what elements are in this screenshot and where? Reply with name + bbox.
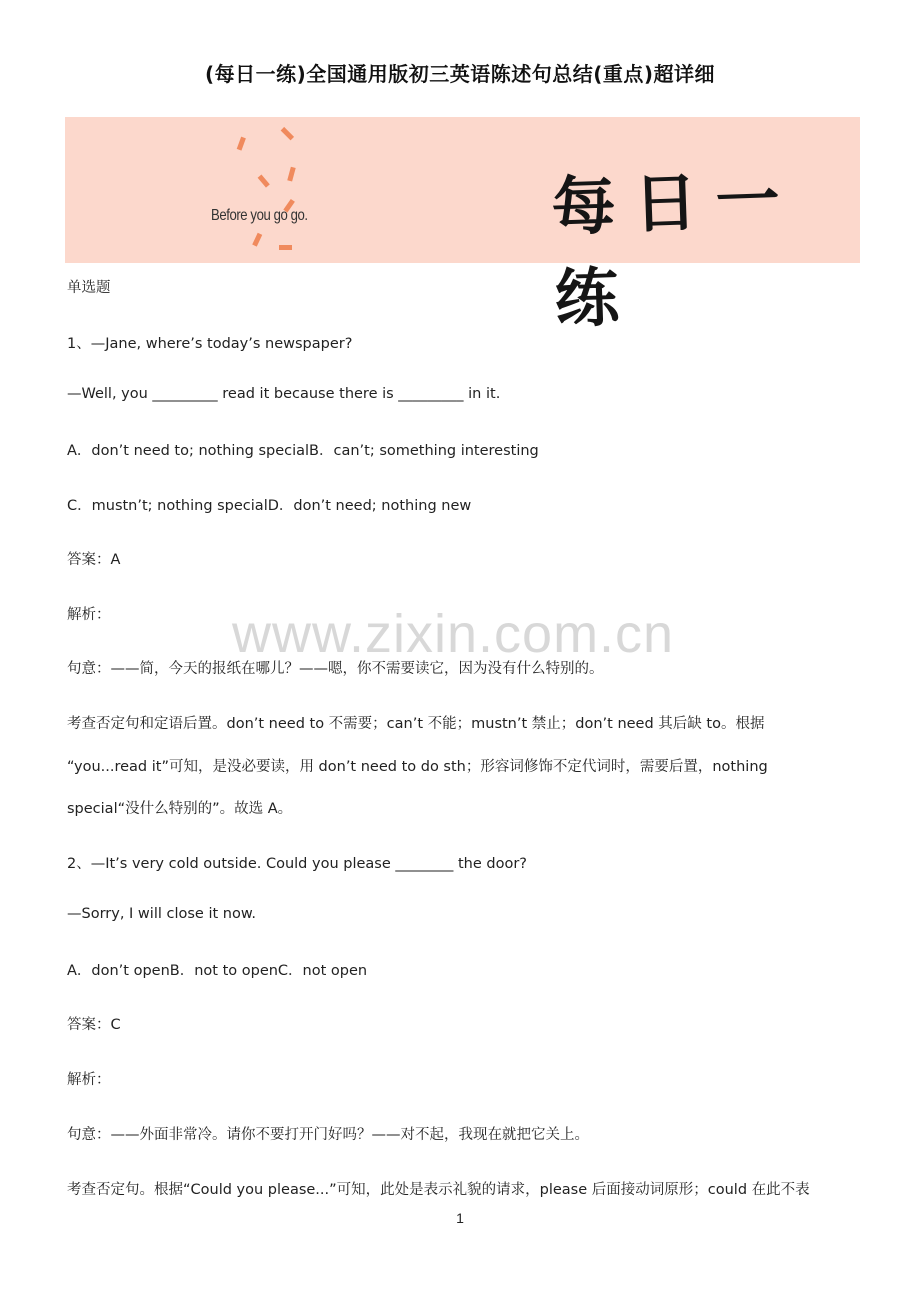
question-2-stem-line-1: 2、—It’s very cold outside. Could you please ________ the door? bbox=[67, 856, 527, 872]
question-1-stem-line-1: 1、—Jane, where’s today’s newspaper? bbox=[67, 336, 353, 352]
question-2-options-line-1: A．don’t openB．not to openC．not open bbox=[67, 963, 368, 979]
question-1-explanation-line-3: special“没什么特别的”。故选 A。 bbox=[67, 801, 293, 817]
question-1-explanation-line-2: “you...read it”可知，是没必要读，用 don’t need to do sth；形容词修饰不定代词时，需要后置，nothing bbox=[67, 759, 768, 775]
banner-heading: 每日一练 bbox=[550, 162, 799, 338]
question-2-stem-line-2: —Sorry, I will close it now. bbox=[67, 906, 256, 922]
question-1-answer: 答案：A bbox=[67, 552, 121, 568]
section-label: 单选题 bbox=[67, 280, 111, 296]
question-1-analysis-label: 解析： bbox=[67, 607, 111, 623]
question-2-explanation-line-1: 考查否定句。根据“Could you please...”可知，此处是表示礼貌的请求，please 后面接动词原形；could 在此不表 bbox=[67, 1182, 810, 1198]
page-number: 1 bbox=[456, 1210, 464, 1226]
question-1-explanation-line-1: 考查否定句和定语后置。don’t need to 不需要；can’t 不能；mustn’t 禁止；don’t need 其后缺 to。根据 bbox=[67, 716, 765, 732]
question-1-stem-line-2: —Well, you _________ read it because there is _________ in it. bbox=[67, 386, 501, 402]
banner-caption: Before you go go. bbox=[211, 207, 308, 224]
question-2-answer: 答案：C bbox=[67, 1017, 121, 1033]
question-1-options-line-1: A．don’t need to; nothing specialB．can’t; something interesting bbox=[67, 443, 539, 459]
question-1-options-line-2: C．mustn’t; nothing specialD．don’t need; nothing new bbox=[67, 498, 472, 514]
question-2-analysis-label: 解析： bbox=[67, 1072, 111, 1088]
watermark: www.zixin.com.cn bbox=[232, 604, 675, 664]
page-title: (每日一练)全国通用版初三英语陈述句总结(重点)超详细 bbox=[204, 62, 716, 86]
question-2-meaning: 句意：——外面非常冷。请你不要打开门好吗？——对不起，我现在就把它关上。 bbox=[67, 1127, 589, 1143]
question-1-meaning: 句意：——简，今天的报纸在哪儿？——嗯，你不需要读它，因为没有什么特别的。 bbox=[67, 661, 604, 677]
